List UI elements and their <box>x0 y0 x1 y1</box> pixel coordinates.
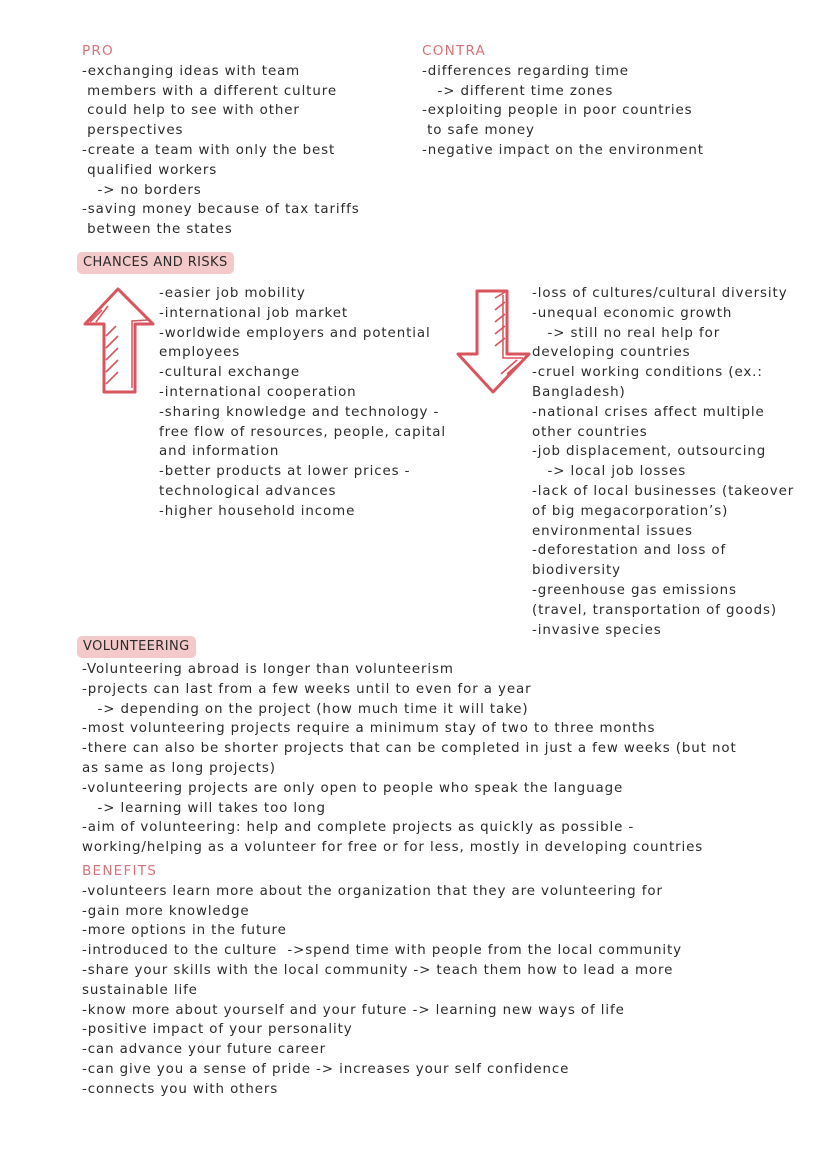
chance-line: technological advances <box>159 483 337 499</box>
benefit-line: -positive impact of your personality <box>82 1022 353 1038</box>
contra-line: -> different time zones <box>422 83 614 99</box>
volunteering-line: as same as long projects) <box>82 760 276 776</box>
down-arrow-icon <box>455 288 533 396</box>
pro-line: members with a different culture <box>82 83 337 99</box>
benefit-line: -can give you a sense of pride -> increases your self confidence <box>82 1061 570 1077</box>
volunteering-line: -> depending on the project (how much time it will take) <box>82 701 529 717</box>
benefit-line: sustainable life <box>82 982 198 998</box>
risk-line: Bangladesh) <box>532 384 626 400</box>
risk-line: of big megacorporation’s) <box>532 503 729 519</box>
risk-line: developing countries <box>532 345 691 361</box>
up-arrow-icon <box>82 286 156 396</box>
risks-list <box>532 284 794 640</box>
chance-line: -international cooperation <box>159 384 357 400</box>
chance-line: -higher household income <box>159 503 356 519</box>
chance-line: -cultural exchange <box>159 365 300 381</box>
pro-section <box>82 42 360 240</box>
volunteering-line: working/helping as a volunteer for free or for less, mostly in developing countries <box>82 840 704 856</box>
chance-line: free flow of resources, people, capital <box>159 424 447 440</box>
risk-line: other countries <box>532 424 648 440</box>
benefits-heading: BENEFITS <box>82 862 158 879</box>
risk-line: -deforestation and loss of <box>532 543 727 559</box>
pro-line: -exchanging ideas with team <box>82 63 301 79</box>
chance-line: -worldwide employers and potential <box>159 325 431 341</box>
benefit-line: -introduced to the culture ->spend time with people from the local community <box>82 943 682 959</box>
chances-list <box>159 284 446 522</box>
risk-line: -greenhouse gas emissions <box>532 582 737 598</box>
contra-line: to safe money <box>422 123 535 139</box>
pro-line: between the states <box>82 222 233 238</box>
risk-line: -national crises affect multiple <box>532 404 765 420</box>
pro-line: qualified workers <box>82 162 218 178</box>
volunteering-line: -there can also be shorter projects that can be completed in just a few weeks (but not <box>82 741 737 757</box>
pro-line: -> no borders <box>82 182 202 198</box>
risk-line: -invasive species <box>532 622 662 638</box>
risk-line: environmental issues <box>532 523 693 539</box>
chance-line: -easier job mobility <box>159 286 306 301</box>
chance-line: -sharing knowledge and technology - <box>159 404 440 420</box>
pro-line: perspectives <box>82 123 184 139</box>
contra-line: -differences regarding time <box>422 63 629 79</box>
volunteering-list <box>82 660 737 858</box>
benefit-line: -can advance your future career <box>82 1042 326 1058</box>
risk-line: biodiversity <box>532 563 621 579</box>
risk-line: -loss of cultures/cultural diversity <box>532 286 788 301</box>
volunteering-line: -aim of volunteering: help and complete projects as quickly as possible - <box>82 820 635 836</box>
volunteering-line: -> learning will takes too long <box>82 800 326 816</box>
risk-line: -cruel working conditions (ex.: <box>532 365 763 381</box>
risk-line: -> still no real help for <box>532 325 721 341</box>
volunteering-line: -projects can last from a few weeks until to even for a year <box>82 681 532 697</box>
benefit-line: -connects you with others <box>82 1081 279 1097</box>
pro-line: -saving money because of tax tariffs <box>82 202 360 218</box>
risk-line: -> local job losses <box>532 464 687 480</box>
chance-line: -better products at lower prices - <box>159 464 411 480</box>
risk-line: -job displacement, outsourcing <box>532 444 767 460</box>
contra-line: -negative impact on the environment <box>422 142 704 158</box>
benefit-line: -volunteers learn more about the organization that they are volunteering for <box>82 883 663 899</box>
benefits-list <box>82 882 737 1100</box>
volunteering-tag: VOLUNTEERING <box>77 636 196 658</box>
volunteering-line: -Volunteering abroad is longer than volunteerism <box>82 662 454 677</box>
benefit-line: -gain more knowledge <box>82 903 250 919</box>
pro-line: could help to see with other <box>82 103 300 119</box>
risk-line: (travel, transportation of goods) <box>532 602 778 618</box>
volunteering-section <box>82 660 737 1100</box>
risk-line: -lack of local businesses (takeover <box>532 483 795 499</box>
benefit-line: -share your skills with the local community -> teach them how to lead a more <box>82 962 674 978</box>
contra-heading: CONTRA <box>422 43 487 59</box>
chance-line: -international job market <box>159 305 349 321</box>
pro-list <box>82 62 360 240</box>
contra-section <box>422 42 704 161</box>
contra-list <box>422 62 704 161</box>
contra-line: -exploiting people in poor countries <box>422 103 693 119</box>
pro-line: -create a team with only the best <box>82 142 336 158</box>
volunteering-line: -most volunteering projects require a minimum stay of two to three months <box>82 721 656 737</box>
chance-line: employees <box>159 345 241 361</box>
benefit-line: -know more about yourself and your future -> learning new ways of life <box>82 1002 625 1018</box>
risk-line: -unequal economic growth <box>532 305 733 321</box>
pro-heading: PRO <box>82 43 114 59</box>
benefit-line: -more options in the future <box>82 923 287 939</box>
chances-risks-tag: CHANCES AND RISKS <box>77 252 234 274</box>
chance-line: and information <box>159 444 280 460</box>
volunteering-line: -volunteering projects are only open to people who speak the language <box>82 780 624 796</box>
